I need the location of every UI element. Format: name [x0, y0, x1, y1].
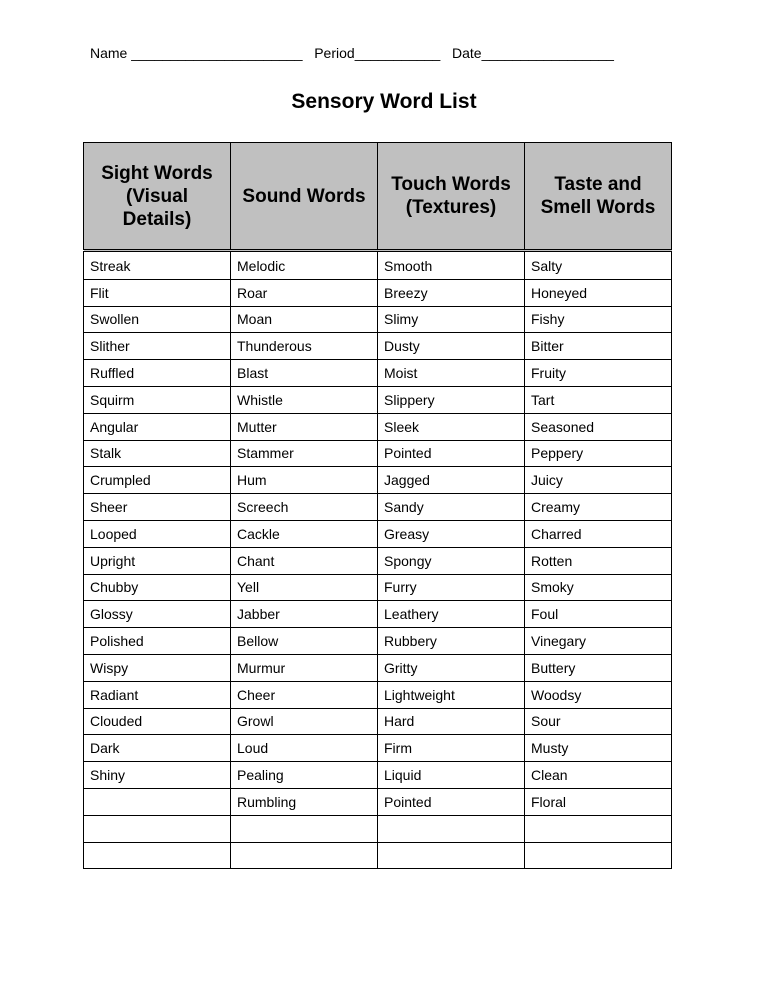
- cell-touch: Liquid: [378, 762, 525, 789]
- cell-touch: Slippery: [378, 386, 525, 413]
- sensory-word-table: [83, 142, 672, 869]
- cell-touch: [378, 815, 525, 842]
- cell-touch: Pointed: [378, 440, 525, 467]
- table-row: [84, 628, 672, 655]
- cell-taste-smell: Floral: [525, 788, 672, 815]
- cell-taste-smell: Tart: [525, 386, 672, 413]
- cell-sound: [231, 815, 378, 842]
- period-blank[interactable]: ___________: [354, 45, 441, 61]
- table-row: [84, 333, 672, 360]
- cell-sound: Jabber: [231, 601, 378, 628]
- cell-sight: [84, 788, 231, 815]
- table-row: [84, 735, 672, 762]
- cell-sight: Chubby: [84, 574, 231, 601]
- cell-sight: Angular: [84, 413, 231, 440]
- cell-sound: Cackle: [231, 520, 378, 547]
- table-row: [84, 601, 672, 628]
- cell-taste-smell: Clean: [525, 762, 672, 789]
- cell-sight: Stalk: [84, 440, 231, 467]
- cell-sound: Pealing: [231, 762, 378, 789]
- cell-taste-smell: Seasoned: [525, 413, 672, 440]
- cell-touch: Smooth: [378, 251, 525, 280]
- cell-sound: Roar: [231, 279, 378, 306]
- table-row: [84, 654, 672, 681]
- cell-sound: Melodic: [231, 251, 378, 280]
- cell-sight: Shiny: [84, 762, 231, 789]
- cell-sound: Hum: [231, 467, 378, 494]
- cell-touch: Rubbery: [378, 628, 525, 655]
- table-row: [84, 815, 672, 842]
- cell-sight: Radiant: [84, 681, 231, 708]
- column-header-touch: Touch Words (Textures): [378, 143, 525, 251]
- table-row: [84, 413, 672, 440]
- cell-taste-smell: Peppery: [525, 440, 672, 467]
- date-label: Date: [452, 45, 482, 61]
- table-row: [84, 520, 672, 547]
- table-row: [84, 708, 672, 735]
- cell-touch: Jagged: [378, 467, 525, 494]
- cell-touch: Furry: [378, 574, 525, 601]
- cell-sound: Yell: [231, 574, 378, 601]
- cell-sound: Blast: [231, 360, 378, 387]
- cell-taste-smell: Fruity: [525, 360, 672, 387]
- cell-taste-smell: Rotten: [525, 547, 672, 574]
- cell-sound: Moan: [231, 306, 378, 333]
- cell-sight: [84, 842, 231, 869]
- cell-touch: Lightweight: [378, 681, 525, 708]
- cell-sound: Cheer: [231, 681, 378, 708]
- cell-sound: Growl: [231, 708, 378, 735]
- cell-taste-smell: Creamy: [525, 494, 672, 521]
- table-row: [84, 360, 672, 387]
- table-row: [84, 681, 672, 708]
- page-title: Sensory Word List: [291, 90, 477, 113]
- column-header-taste-smell: Taste and Smell Words: [525, 143, 672, 251]
- cell-sight: Flit: [84, 279, 231, 306]
- cell-sound: Screech: [231, 494, 378, 521]
- date-blank[interactable]: _________________: [481, 45, 614, 61]
- cell-taste-smell: Musty: [525, 735, 672, 762]
- cell-sound: Stammer: [231, 440, 378, 467]
- cell-sight: Sheer: [84, 494, 231, 521]
- cell-sight: Upright: [84, 547, 231, 574]
- cell-taste-smell: Foul: [525, 601, 672, 628]
- header-fields: [90, 45, 614, 61]
- period-label: Period: [314, 45, 355, 61]
- cell-sight: Swollen: [84, 306, 231, 333]
- cell-taste-smell: Smoky: [525, 574, 672, 601]
- cell-touch: Dusty: [378, 333, 525, 360]
- cell-taste-smell: Woodsy: [525, 681, 672, 708]
- cell-taste-smell: Buttery: [525, 654, 672, 681]
- cell-sight: Dark: [84, 735, 231, 762]
- table-row: [84, 251, 672, 280]
- cell-taste-smell: Charred: [525, 520, 672, 547]
- cell-touch: Firm: [378, 735, 525, 762]
- column-header-sight: Sight Words (Visual Details): [84, 143, 231, 251]
- cell-sound: Loud: [231, 735, 378, 762]
- cell-touch: Sleek: [378, 413, 525, 440]
- cell-taste-smell: Salty: [525, 251, 672, 280]
- table-row: [84, 842, 672, 869]
- cell-taste-smell: Sour: [525, 708, 672, 735]
- cell-touch: Moist: [378, 360, 525, 387]
- cell-sight: Polished: [84, 628, 231, 655]
- cell-taste-smell: [525, 842, 672, 869]
- cell-taste-smell: Honeyed: [525, 279, 672, 306]
- cell-sight: Looped: [84, 520, 231, 547]
- table-row: [84, 547, 672, 574]
- cell-taste-smell: Fishy: [525, 306, 672, 333]
- cell-sound: Whistle: [231, 386, 378, 413]
- cell-sight: [84, 815, 231, 842]
- cell-touch: Pointed: [378, 788, 525, 815]
- table-body: [84, 251, 672, 869]
- table-header-row: [84, 143, 672, 251]
- cell-touch: Leathery: [378, 601, 525, 628]
- name-label: Name: [90, 45, 128, 61]
- cell-sight: Clouded: [84, 708, 231, 735]
- table-row: [84, 494, 672, 521]
- cell-touch: Hard: [378, 708, 525, 735]
- table-row: [84, 574, 672, 601]
- table-row: [84, 762, 672, 789]
- cell-taste-smell: Bitter: [525, 333, 672, 360]
- table-row: [84, 386, 672, 413]
- cell-sound: Mutter: [231, 413, 378, 440]
- table-row: [84, 467, 672, 494]
- cell-sound: [231, 842, 378, 869]
- cell-sight: Slither: [84, 333, 231, 360]
- table-row: [84, 306, 672, 333]
- cell-touch: Breezy: [378, 279, 525, 306]
- cell-sight: Ruffled: [84, 360, 231, 387]
- cell-sound: Chant: [231, 547, 378, 574]
- cell-touch: Slimy: [378, 306, 525, 333]
- cell-sound: Murmur: [231, 654, 378, 681]
- cell-touch: [378, 842, 525, 869]
- cell-taste-smell: [525, 815, 672, 842]
- name-blank[interactable]: ______________________: [131, 45, 303, 61]
- table-row: [84, 440, 672, 467]
- cell-sight: Crumpled: [84, 467, 231, 494]
- cell-taste-smell: Vinegary: [525, 628, 672, 655]
- cell-sight: Streak: [84, 251, 231, 280]
- cell-sight: Wispy: [84, 654, 231, 681]
- cell-touch: Greasy: [378, 520, 525, 547]
- cell-sound: Thunderous: [231, 333, 378, 360]
- cell-sight: Squirm: [84, 386, 231, 413]
- cell-touch: Sandy: [378, 494, 525, 521]
- table-row: [84, 788, 672, 815]
- cell-sight: Glossy: [84, 601, 231, 628]
- cell-touch: Spongy: [378, 547, 525, 574]
- table-row: [84, 279, 672, 306]
- column-header-sound: Sound Words: [231, 143, 378, 251]
- cell-sound: Rumbling: [231, 788, 378, 815]
- cell-touch: Gritty: [378, 654, 525, 681]
- cell-taste-smell: Juicy: [525, 467, 672, 494]
- cell-sound: Bellow: [231, 628, 378, 655]
